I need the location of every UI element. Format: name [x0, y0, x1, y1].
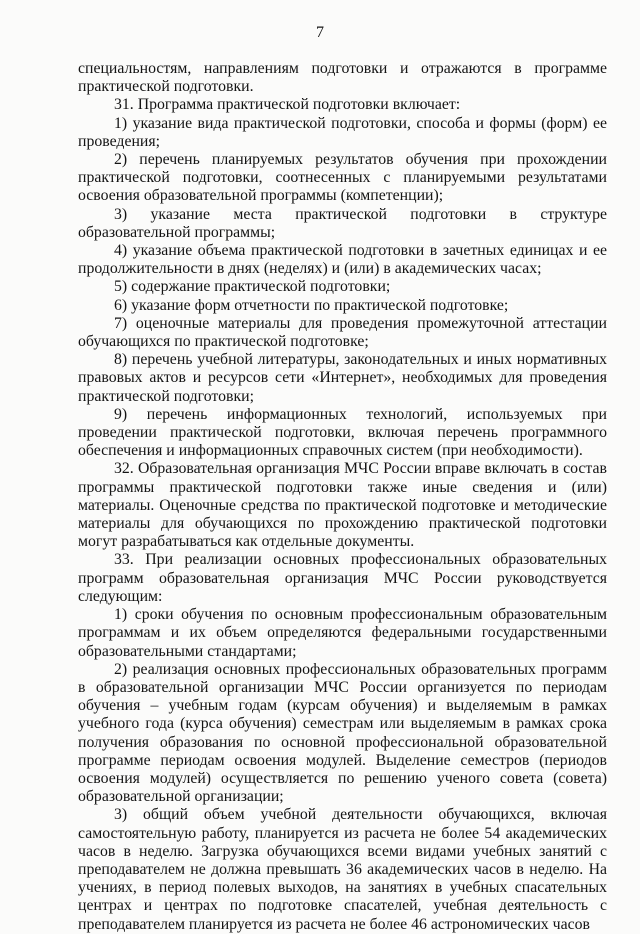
list-item-31-6: 6) указание форм отчетности по практической подготовке;	[114, 296, 509, 314]
list-item-33-2: 2) реализация основных профессиональных образовательных программ в образовательной организации МЧС России организуется по периодам обучения – учебным годам (курсам обучения) и выделяемым в рамках учебного года (курса обучения) семестрам или выделяемым в рамках срока получения образования по основной профессиональной образовательной программе периодам освоения модулей. Выделение семестров (периодов освоения модулей) осуществляется по решению ученого совета (совета) образовательной организации;	[78, 660, 607, 806]
paragraph-section-33: 33. При реализации основных профессиональных образовательных программ образовательная организация МЧС России руководствуется следующим:	[78, 551, 607, 605]
paragraph-continuation: специальностям, направлениям подготовки и отражаются в программе практической подготовки.	[78, 60, 607, 96]
document-body	[78, 60, 607, 934]
list-item-31-9: 9) перечень информационных технологий, используемых при проведении практической подготовки, включая перечень программного обеспечения и информационных справочных систем (при необходимости).	[78, 405, 607, 460]
list-item-31-4: 4) указание объема практической подготовки в зачетных единицах и ее продолжительности в днях (неделях) и (или) в академических часах;	[78, 242, 607, 278]
list-item-31-2: 2) перечень планируемых результатов обучения при прохождении практической подготовки, соотнесенных с планируемыми результатами освоения образовательной программы (компетенции);	[78, 151, 607, 205]
list-item-31-3: 3) указание места практической подготовки в структуре образовательной программы;	[78, 205, 607, 241]
list-item-31-7: 7) оценочные материалы для проведения промежуточной аттестации обучающихся по практической подготовке;	[78, 314, 607, 351]
list-item-33-3: 3) общий объем учебной деятельности обучающихся, включая самостоятельную работу, планируется из расчета не более 54 академических часов в неделю. Загрузка обучающихся всеми видами учебных занятий с преподавателем не должна превышать 36 академических часов в неделю. На учениях, в период полевых выходов, на занятиях в учебных спасательных центрах и центрах по подготовке спасателей, учебная деятельность с преподавателем планируется из расчета не более 46 астрономических часов	[78, 806, 607, 933]
paragraph-section-31: 31. Программа практической подготовки включает:	[114, 96, 461, 114]
list-item-31-8: 8) перечень учебной литературы, законодательных и иных нормативных правовых актов и ресурсов сети «Интернет», необходимых для проведения практической подготовки;	[78, 351, 607, 405]
page-number: 7	[316, 24, 324, 41]
list-item-33-1: 1) сроки обучения по основным профессиональным образовательным программам и их объем определяются федеральными государственными образовательными стандартами;	[78, 606, 607, 660]
list-item-31-5: 5) содержание практической подготовки;	[114, 278, 391, 296]
list-item-31-1: 1) указание вида практической подготовки, способа и формы (форм) ее проведения;	[78, 114, 607, 150]
paragraph-section-32: 32. Образовательная организация МЧС России вправе включать в состав программы практической подготовки также иные сведения и (или) материалы. Оценочные средства по практической подготовке и методические материалы для обучающихся по прохождению практической подготовки могут разрабатываться как отдельные документы.	[78, 460, 607, 551]
